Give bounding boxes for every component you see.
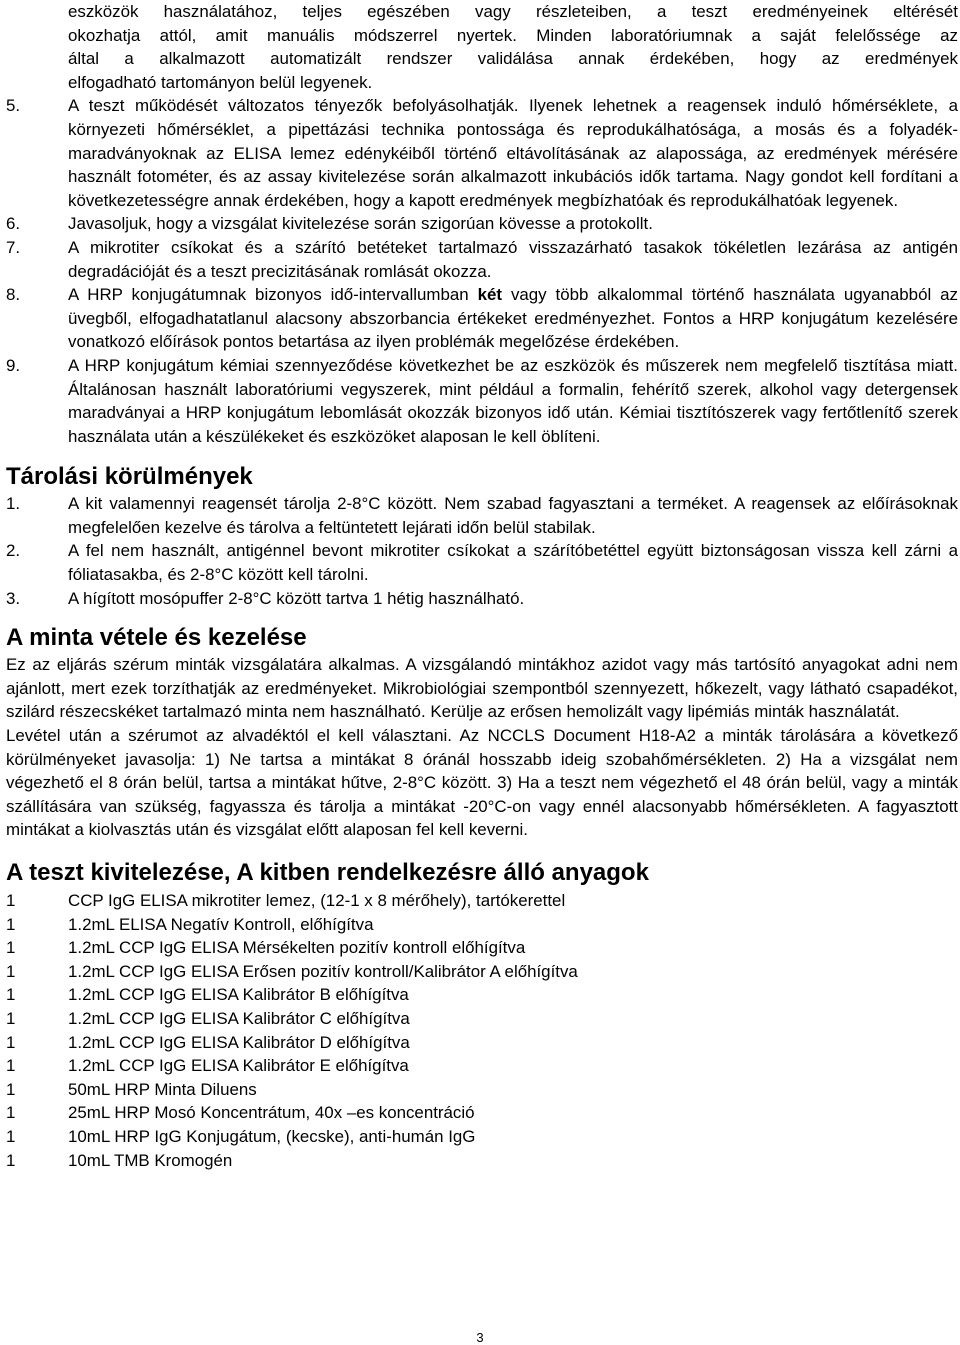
list-item xyxy=(6,1149,958,1173)
document-page xyxy=(6,0,958,1172)
item-quantity: 1 xyxy=(6,985,16,1005)
item-text: A fel nem használt, antigénnel bevont mikrotiter csíkokat a szárítóbetéttel együtt biztonságosan vissza kell zárni a fóliatasakba, és 2-8°C között kell tárolni. xyxy=(68,541,958,585)
item-quantity: 1 xyxy=(6,938,16,958)
intro-line: által a alkalmazott automatizált rendszer validálása annak érdekében, hogy az eredmények xyxy=(68,49,958,69)
precautions-list xyxy=(6,94,958,448)
text-segment: vagy több alkalommal történő használata ugyanabból az üvegből, elfogadhatatlanul alacsony abszorbancia értékeket eredményezhet. Fontos a HRP konjugátum kezelésére vonatkozó előírások pontos betartása az ilyen problémák megelőzése érdekében. xyxy=(68,285,958,352)
item-text: 1.2mL CCP IgG ELISA Erősen pozitív kontroll/Kalibrátor A előhígítva xyxy=(68,961,578,981)
paragraph: Ez az eljárás szérum minták vizsgálatára alkalmas. A vizsgálandó mintákhoz azidot vagy más tartósító anyagokat adni nem ajánlott, mert ezek torzíthatják az eredményeket. Mikrobiológiai szempontból szennyezett, hőkezelt, vagy látható csapadékot, szilárd részecskéket tartalmazó minta nem használható. Kerülje az erősen hemolizált vagy lipémiás minták használatát. xyxy=(6,655,958,722)
item-text: A mikrotiter csíkokat és a szárító betéteket tartalmazó visszazárható tasakok tökéletlen lezárása az antigén degradációját és a teszt precizitásának romlását okozza. xyxy=(68,237,958,281)
list-item xyxy=(6,587,958,611)
list-item xyxy=(6,1101,958,1125)
item-text: 1.2mL CCP IgG ELISA Kalibrátor E előhígítva xyxy=(68,1056,409,1076)
intro-line: elfogadható tartományon belül legyenek. xyxy=(68,72,373,92)
item-quantity: 1 xyxy=(6,961,16,981)
list-item xyxy=(6,1078,958,1102)
item-text: 1.2mL CCP IgG ELISA Kalibrátor D előhígítva xyxy=(68,1032,410,1052)
item-text: Javasoljuk, hogy a vizsgálat kivitelezése során szigorúan kövesse a protokollt. xyxy=(68,214,653,234)
section-heading-storage: Tárolási körülmények xyxy=(6,463,253,491)
intro-line: eszközök használatához, teljes egészében vagy részleteiben, a teszt eredményeinek eltérését xyxy=(68,2,958,21)
list-item xyxy=(6,539,958,586)
item-text: A teszt működését változatos tényezők befolyásolhatják. Ilyenek lehetnek a reagensek induló hőmérséklete, a környezeti hőmérséklet, a pipettázási technika pontossága és reprodukálhatósága, a mosás és a folyadék-maradványoknak az ELISA lemez edénykéiből történő eltávolításának az alapossága, az eredmények mérésére használt fotométer, és az assay kivitelezése során alkalmazott inkubációs idők tartama. Nagy gondot kell fordítani a következetességre annak érdekében, hogy a kapott eredmények megbízhatóak és reprodukálhatóak legyenek. xyxy=(68,96,958,210)
item-text: A HRP konjugátum kémiai szennyeződése következhet be az eszközök és műszerek nem megfelelő tisztítása miatt. Általánosan használt laboratóriumi vegyszerek, mint például a formalin, fehérítő szerek, alkohol vagy detergensek maradványai a HRP konjugátum lebomlását okozzák bizonyos idő után. Kémiai tisztítószerek vagy fertőtlenítő szerek használata után a készülékeket és eszközöket alaposan le kell öblíteni. xyxy=(68,355,958,446)
item-quantity: 1 xyxy=(6,1056,16,1076)
page-number: 3 xyxy=(476,1330,484,1345)
list-item xyxy=(6,354,958,448)
item-text: 25mL HRP Mosó Koncentrátum, 40x –es koncentráció xyxy=(68,1103,475,1123)
item-text: A hígított mosópuffer 2-8°C között tartva 1 hétig használható. xyxy=(68,588,525,608)
intro-continuation xyxy=(6,0,958,94)
list-item xyxy=(6,1125,958,1149)
item-text: 1.2mL ELISA Negatív Kontroll, előhígítva xyxy=(68,914,374,934)
list-item xyxy=(6,960,958,984)
materials-list xyxy=(6,889,958,1172)
item-quantity: 1 xyxy=(6,1126,16,1146)
list-item xyxy=(6,983,958,1007)
item-quantity: 1 xyxy=(6,1103,16,1123)
item-text xyxy=(68,283,958,354)
item-quantity: 1 xyxy=(6,914,16,934)
list-item xyxy=(6,1054,958,1078)
list-item xyxy=(6,212,958,236)
item-quantity: 1 xyxy=(6,1150,16,1170)
item-quantity: 1 xyxy=(6,1032,16,1052)
item-number: 7. xyxy=(6,237,21,257)
storage-list xyxy=(6,492,958,610)
item-text: 10mL HRP IgG Konjugátum, (kecske), anti-humán IgG xyxy=(68,1126,476,1146)
item-number: 8. xyxy=(6,285,21,305)
list-item xyxy=(6,236,958,283)
intro-line: okozhatja attól, amit manuális módszerrel nyertek. Minden laboratóriumnak a saját felelőssége az xyxy=(68,25,958,45)
list-item xyxy=(6,913,958,937)
item-number: 3. xyxy=(6,588,21,608)
item-text: 50mL HRP Minta Diluens xyxy=(68,1079,257,1099)
item-number: 1. xyxy=(6,494,21,514)
item-quantity: 1 xyxy=(6,891,16,910)
list-item xyxy=(6,1031,958,1055)
item-text: 1.2mL CCP IgG ELISA Mérsékelten pozitív kontroll előhígítva xyxy=(68,938,526,958)
item-number: 6. xyxy=(6,214,21,234)
item-text: 1.2mL CCP IgG ELISA Kalibrátor C előhígítva xyxy=(68,1008,410,1028)
list-item xyxy=(6,492,958,539)
item-text: CCP IgG ELISA mikrotiter lemez, (12-1 x 8 mérőhely), tartókerettel xyxy=(68,891,566,910)
section-heading-sample: A minta vétele és kezelése xyxy=(6,624,307,652)
list-item xyxy=(6,1007,958,1031)
list-item xyxy=(6,283,958,354)
section-heading-materials: A teszt kivitelezése, A kitben rendelkezésre álló anyagok xyxy=(6,859,649,886)
bold-word: két xyxy=(477,285,503,305)
item-text: 1.2mL CCP IgG ELISA Kalibrátor B előhígítva xyxy=(68,985,409,1005)
item-text: A kit valamennyi reagensét tárolja 2-8°C között. Nem szabad fagyasztani a terméket. A reagensek az előírásoknak megfelelően kezelve és tárolva a feltüntetett lejárati időn belül stabilak. xyxy=(68,494,958,537)
item-number: 5. xyxy=(6,96,21,116)
list-item xyxy=(6,936,958,960)
item-number: 2. xyxy=(6,541,21,561)
item-number: 9. xyxy=(6,355,21,375)
text-segment: A HRP konjugátumnak bizonyos idő-intervallumban xyxy=(68,285,478,305)
list-item xyxy=(6,889,958,913)
item-quantity: 1 xyxy=(6,1008,16,1028)
item-quantity: 1 xyxy=(6,1079,16,1099)
list-item xyxy=(6,94,958,212)
item-text: 10mL TMB Kromogén xyxy=(68,1150,233,1170)
paragraph: Levétel után a szérumot az alvadéktól el kell választani. Az NCCLS Document H18-A2 a minták tárolására a következő körülményeket javasolja: 1) Ne tartsa a mintákat 8 óránál hosszabb ideig szobahőmérsékleten. 2) Ha a vizsgálat nem végezhető el 8 órán belül, tartsa a mintákat hűtve, 2-8°C között. 3) Ha a teszt nem végezhető el 48 órán belül, vagy a minták szállítására van szükség, fagyassza és tárolja a mintákat -20°C-on vagy ennél alacsonyabb hőmérsékleten. A fagyasztott mintákat a kiolvasztás után és vizsgálat előtt alaposan fel kell keverni. xyxy=(6,726,958,840)
